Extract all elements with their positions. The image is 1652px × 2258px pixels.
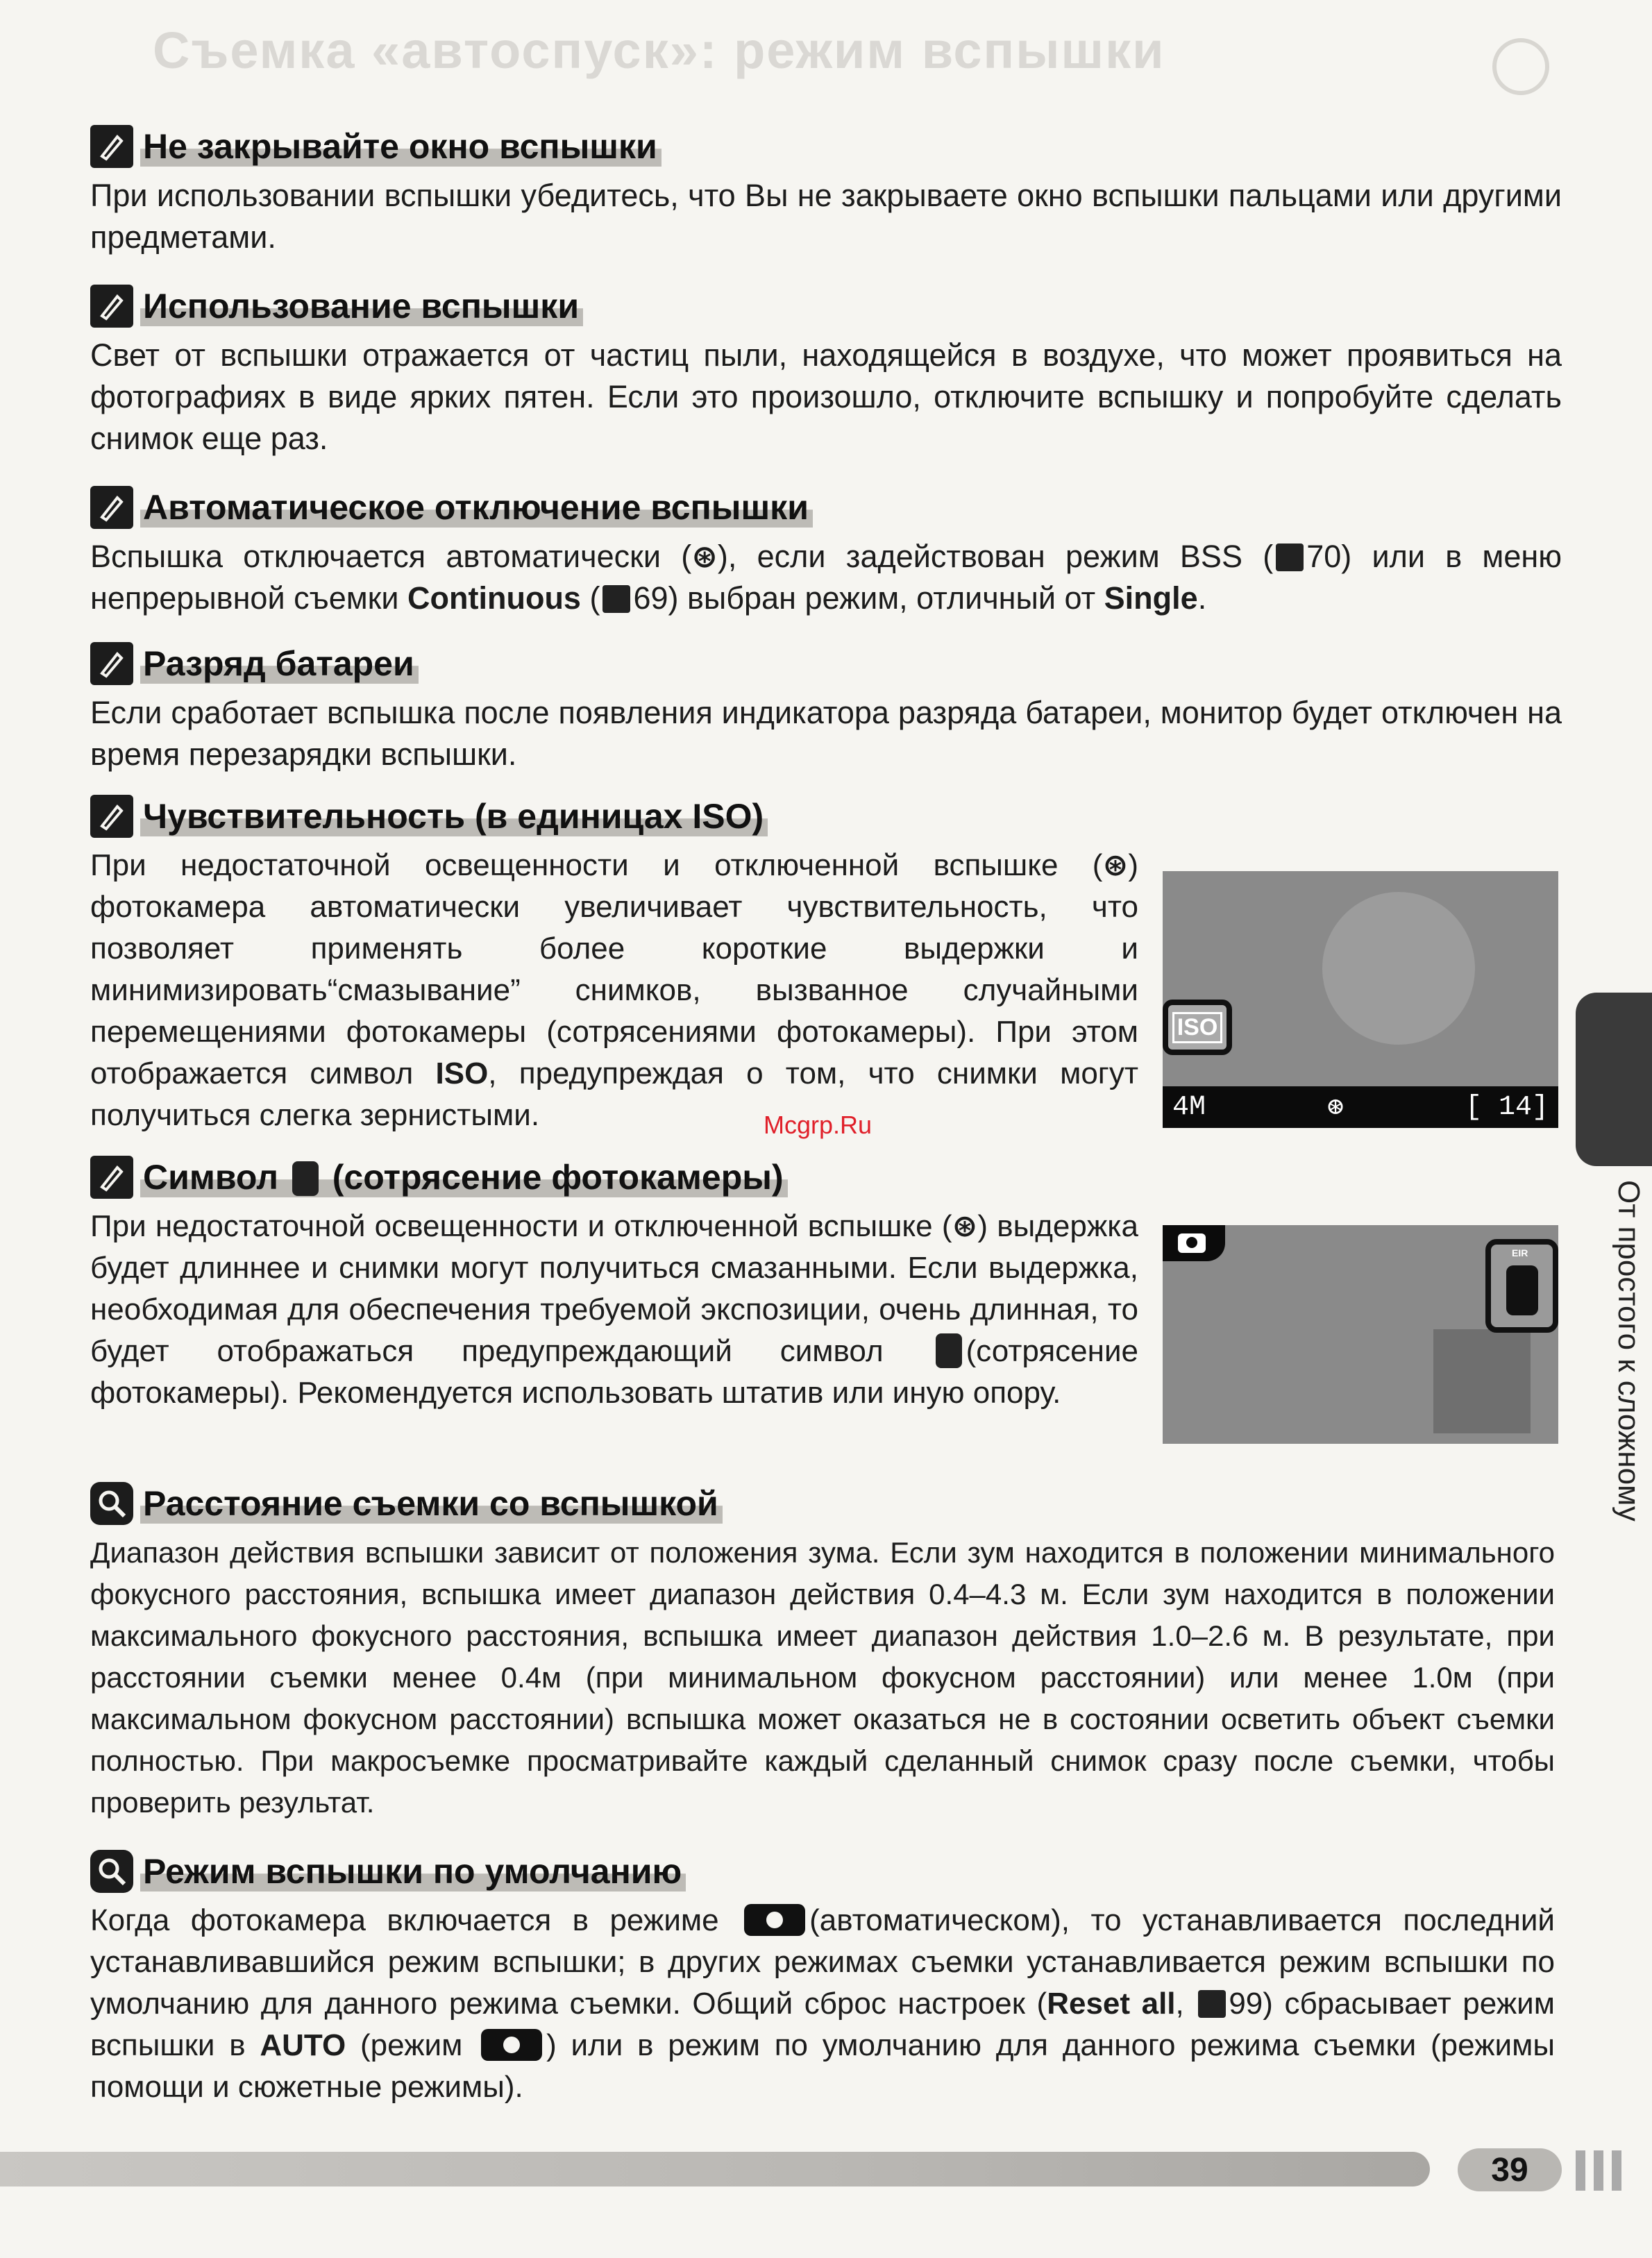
section-heading: Чувствительность (в единицах ISO) <box>140 796 768 836</box>
section-camera-shake <box>90 1156 1138 1414</box>
section-body: При использовании вспышки убедитесь, что Вы не закрываете окно вспышки пальцами или другими предметами. <box>90 178 1562 255</box>
note-pencil-icon <box>90 486 133 529</box>
section-heading: Использование вспышки <box>140 286 583 326</box>
section-body: Свет от вспышки отражается от частиц пыли, находящейся в воздухе, что может проявиться на фотографиях в виде ярких пятен. Если это произошло, отключите вспышку и попробуйте сделать снимок еще раз. <box>90 337 1562 456</box>
auto-mode-icon <box>744 1904 805 1936</box>
page-reference-icon <box>1198 1990 1226 2018</box>
frames-remaining: [ 14] <box>1465 1091 1549 1123</box>
camera-mode-icon <box>1163 1225 1225 1261</box>
auto-mode-icon <box>481 2029 542 2061</box>
shake-warning-badge: EIR <box>1485 1239 1558 1333</box>
section-body: Когда фотокамера включается в режиме (автоматическом), то устанавливается последний устанавливавшийся режим вспышки; в других режимах съемки устанавливается режим вспышки по умолчанию для данного режима съемки. Общий сброс настроек (Reset all, 99) сбрасывает режим вспышки в AUTO (режим ) или в режим по умолчанию для данного режима съемки (режимы помощи и сюжетные режимы). <box>90 1903 1555 2104</box>
section-flash-range <box>90 1482 1555 1823</box>
section-body: При недостаточной освещенности и отключенной вспышке (⊛) фотокамера автоматически увеличивает чувствительность, что позволяет применять более короткие выдержки и минимизировать“смазывание” снимков, вызванное случайными перемещениями фотокамеры (сотрясениями фотокамеры). При этом отображается символ ISO, предупреждая о том, что снимки могут получиться слегка зернистыми. <box>90 848 1138 1132</box>
section-heading: Не закрывайте окно вспышки <box>140 126 661 167</box>
section-heading: Режим вспышки по умолчанию <box>140 1851 686 1892</box>
section-auto-flash-off <box>90 486 1562 619</box>
note-pencil-icon <box>90 285 133 328</box>
flash-off-icon: ⊛ <box>952 1209 978 1243</box>
flash-off-icon: ⊛ <box>1102 848 1129 882</box>
section-body: Диапазон действия вспышки зависит от положения зума. Если зум находится в положении минимального фокусного расстояния, вспышка имеет диапазон действия 0.4–4.3 м. Если зум находится в положении максимального фокусного расстояния, вспышка имеет диапазон действия 1.0–2.6 м. В результате, при расстоянии съемки менее 0.4м (при минимальном фокусном расстоянии) или менее 1.0м (при максимальном фокусном расстоянии) вспышка может оказаться не в состоянии осветить объект съемки полностью. При макросъемке просматривайте каждый сделанный снимок сразу после съемки, чтобы проверить результат. <box>90 1536 1555 1819</box>
section-default-flash-mode <box>90 1850 1555 2108</box>
section-body: Если сработает вспышка после появления индикатора разряда батареи, монитор будет отключен на время перезарядки вспышки. <box>90 695 1562 772</box>
iso-badge: ISO <box>1163 1000 1232 1055</box>
note-magnifier-icon <box>90 1482 133 1525</box>
page-reference-icon <box>1276 544 1304 571</box>
section-body: При недостаточной освещенности и отключенной вспышке (⊛) выдержка будет длиннее и снимки могут получиться смазанными. Если выдержка, необходимая для обеспечения требуемой экспозиции, очень длинная, то будет отображаться предупреждающий символ (сотрясение фотокамеры). Рекомендуется использовать штатив или иную опору. <box>90 1209 1138 1410</box>
note-pencil-icon <box>90 795 133 838</box>
flash-off-icon: ⊛ <box>1326 1093 1345 1124</box>
chapter-title: От простого к сложному <box>1612 1180 1646 1522</box>
watermark: Mcgrp.Ru <box>764 1111 873 1139</box>
ghost-header: Съемка «автоспуск»: режим вспышки <box>153 22 1165 79</box>
section-iso <box>90 795 1138 1136</box>
page-reference-icon <box>602 585 630 613</box>
image-size-label: 4M <box>1172 1091 1206 1123</box>
section-heading: Расстояние съемки со вспышкой <box>140 1483 723 1524</box>
section-heading: Разряд батареи <box>140 643 419 684</box>
note-pencil-icon <box>90 642 133 685</box>
section-heading: Символ (сотрясение фотокамеры) <box>140 1157 788 1197</box>
camera-monitor-shake <box>1163 1225 1558 1444</box>
section-flash-usage <box>90 285 1562 460</box>
note-pencil-icon <box>90 1156 133 1199</box>
note-magnifier-icon <box>90 1850 133 1893</box>
page-number: 39 <box>1458 2148 1562 2191</box>
ghost-circle <box>1492 38 1549 95</box>
footer-bar <box>0 2152 1430 2187</box>
section-heading: Автоматическое отключение вспышки <box>140 487 813 528</box>
note-pencil-icon <box>90 125 133 168</box>
section-body: Вспышка отключается автоматически (⊛), если задействован режим BSS ( 70) или в меню непрерывной съемки Continuous ( 69) выбран режим, отличный от Single. <box>90 539 1562 616</box>
section-battery <box>90 642 1562 775</box>
chapter-tab <box>1576 993 1652 1166</box>
footer-stripes <box>1576 2150 1621 2191</box>
hand-icon <box>1506 1265 1538 1315</box>
flash-off-icon: ⊛ <box>691 539 718 574</box>
camera-monitor-iso <box>1163 871 1558 1128</box>
camera-shake-icon <box>936 1333 962 1368</box>
section-flash-window <box>90 125 1562 258</box>
camera-shake-icon <box>292 1161 319 1196</box>
